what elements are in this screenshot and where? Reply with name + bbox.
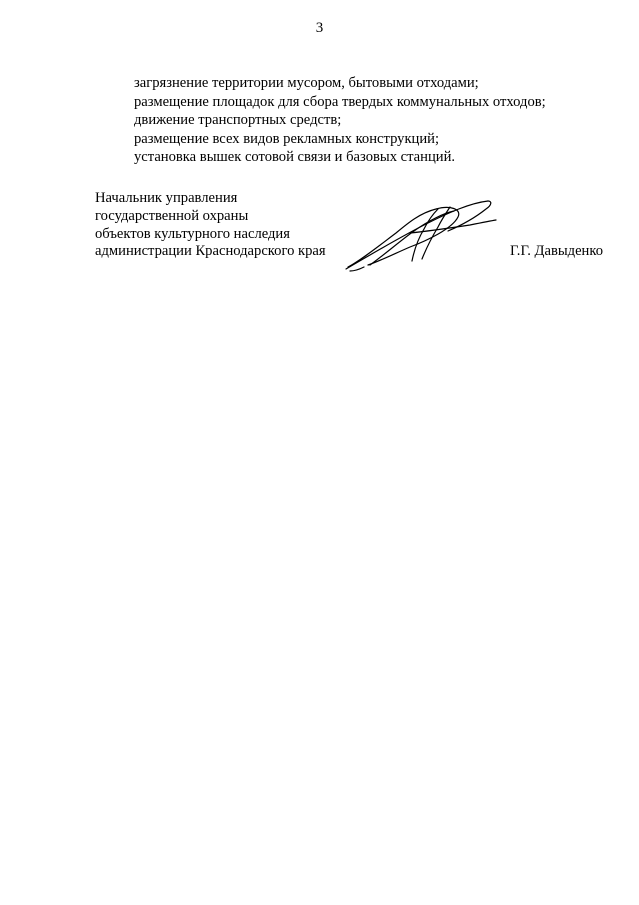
handwritten-signature-icon — [340, 195, 500, 277]
signatory-title-line: Начальник управления — [95, 190, 238, 206]
list-item: размещение всех видов рекламных конструкций; — [134, 130, 440, 147]
signatory-title-line: объектов культурного наследия — [95, 225, 290, 242]
page-number: 3 — [315, 20, 324, 36]
list-item: загрязнение территории мусором, бытовыми отходами; — [134, 75, 479, 91]
signatory-title-line: государственной охраны — [95, 207, 249, 224]
list-item: установка вышек сотовой связи и базовых станций. — [134, 149, 456, 165]
list-item: размещение площадок для сбора твердых коммунальных отходов; — [134, 93, 546, 110]
restrictions-list — [134, 74, 546, 167]
signatory-title-line: администрации Краснодарского края — [95, 243, 326, 260]
signatory-title — [95, 190, 326, 261]
signatory-name: Г.Г. Давыденко — [510, 243, 604, 259]
list-item: движение транспортных средств; — [134, 112, 342, 128]
